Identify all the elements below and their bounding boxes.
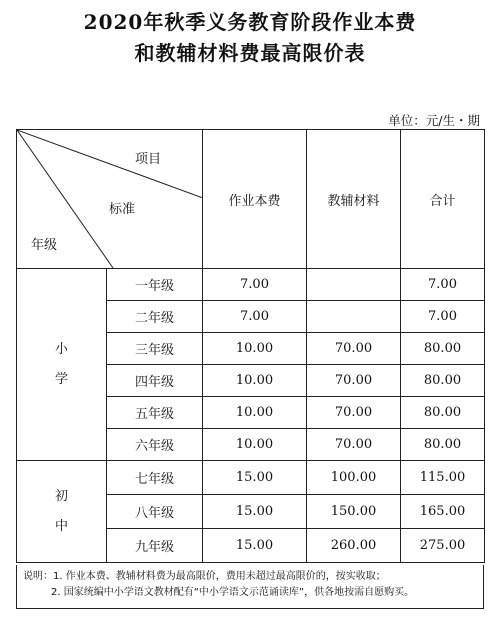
unit-label: 单位：元/生・期 <box>388 113 480 128</box>
page-title-line1: 2020年秋季义务教育阶段作业本费 <box>83 10 417 34</box>
total-cell: 7.00 <box>401 269 485 301</box>
total-cell: 275.00 <box>401 529 485 563</box>
workbook-fee-cell: 10.00 <box>203 365 307 397</box>
grade-cell: 二年级 <box>107 301 203 333</box>
total-cell: 115.00 <box>401 461 485 495</box>
note-line-1: 说明：1. 作业本费、教辅材料费为最高限价，费用未超过最高限价的，按实收取； <box>23 571 386 582</box>
total-cell: 80.00 <box>401 333 485 365</box>
stage-junior-char1: 初 <box>54 488 68 504</box>
workbook-fee-cell: 15.00 <box>203 461 307 495</box>
material-fee-cell: 70.00 <box>307 333 401 365</box>
grade-cell: 一年级 <box>107 269 203 301</box>
page-title-line2: 和教辅材料费最高限价表 <box>134 41 366 65</box>
diagonal-header-cell <box>17 130 203 269</box>
total-cell: 165.00 <box>401 495 485 529</box>
material-fee-cell: 150.00 <box>307 495 401 529</box>
workbook-fee-cell: 10.00 <box>203 397 307 429</box>
stage-primary <box>17 269 107 461</box>
stage-junior-char2: 中 <box>54 518 68 534</box>
total-cell: 80.00 <box>401 397 485 429</box>
workbook-fee-cell: 7.00 <box>203 301 307 333</box>
material-fee-cell <box>307 301 401 333</box>
header-grade-label: 年级 <box>31 238 58 253</box>
workbook-fee-cell: 15.00 <box>203 529 307 563</box>
material-fee-cell: 70.00 <box>307 397 401 429</box>
material-fee-cell: 70.00 <box>307 429 401 461</box>
material-fee-cell: 70.00 <box>307 365 401 397</box>
grade-cell: 六年级 <box>107 429 203 461</box>
grade-cell: 三年级 <box>107 333 203 365</box>
total-cell: 80.00 <box>401 429 485 461</box>
header-teaching-material: 教辅材料 <box>307 130 401 269</box>
header-item-label: 项目 <box>135 152 162 167</box>
workbook-fee-cell: 10.00 <box>203 333 307 365</box>
grade-cell: 五年级 <box>107 397 203 429</box>
stage-primary-char1: 小 <box>54 341 68 357</box>
grade-cell: 七年级 <box>107 461 203 495</box>
workbook-fee-cell: 15.00 <box>203 495 307 529</box>
material-fee-cell: 260.00 <box>307 529 401 563</box>
material-fee-cell <box>307 269 401 301</box>
material-fee-cell: 100.00 <box>307 461 401 495</box>
workbook-fee-cell: 10.00 <box>203 429 307 461</box>
grade-cell: 四年级 <box>107 365 203 397</box>
header-workbook-fee: 作业本费 <box>203 130 307 269</box>
notes-box <box>16 565 484 609</box>
stage-primary-char2: 学 <box>54 371 68 387</box>
workbook-fee-cell: 7.00 <box>203 269 307 301</box>
grade-cell: 八年级 <box>107 495 203 529</box>
total-cell: 80.00 <box>401 365 485 397</box>
fee-table <box>16 129 485 563</box>
header-standard-label: 标准 <box>109 202 136 217</box>
total-cell: 7.00 <box>401 301 485 333</box>
note-line-2: 2. 国家统编中小学语文教材配有“中小学语文示范诵读库”，供各地按需自愿购买。 <box>51 587 415 598</box>
grade-cell: 九年级 <box>107 529 203 563</box>
stage-junior <box>17 461 107 563</box>
header-total: 合计 <box>401 130 485 269</box>
